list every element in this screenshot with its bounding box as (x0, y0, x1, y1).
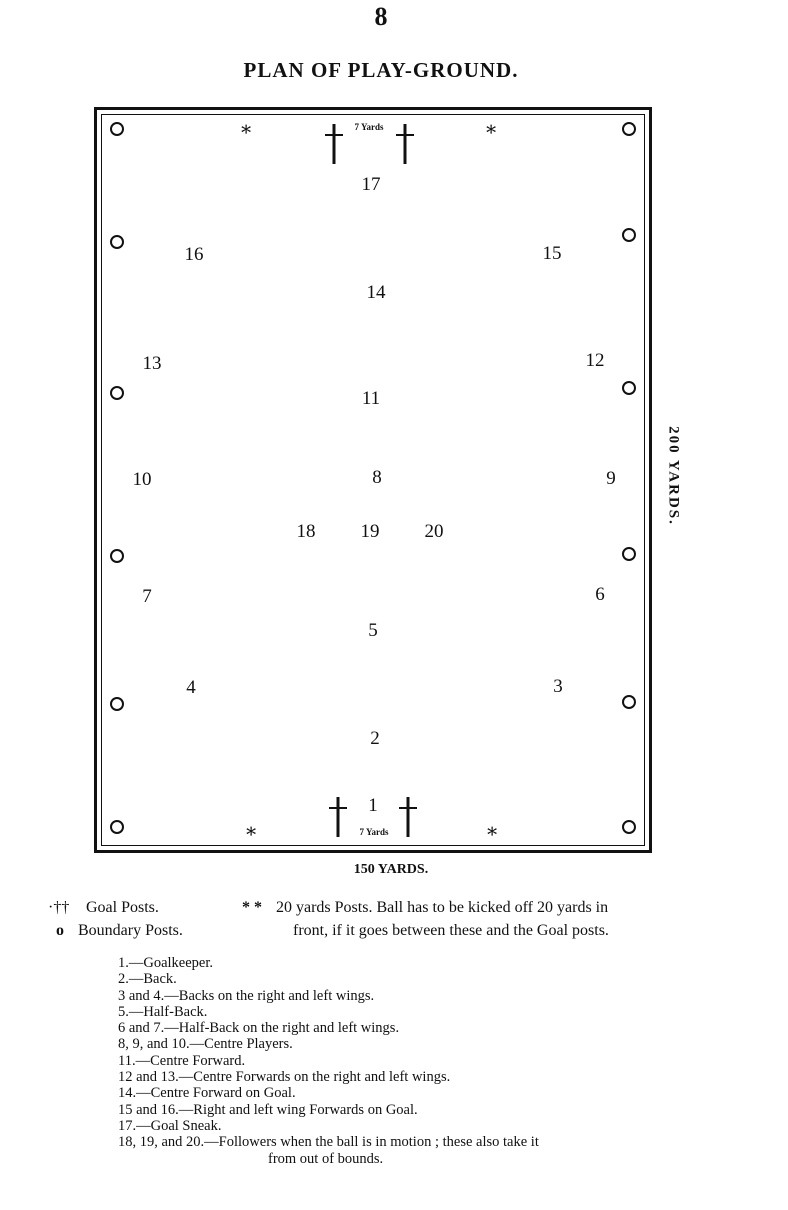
position-17: 17 (361, 174, 381, 195)
key-item: 18, 19, and 20.—Followers when the ball is in motion ; these also take it (118, 1134, 539, 1151)
legend-twenty-yard-text-2: front, if it goes between these and the Goal posts. (293, 922, 609, 939)
boundary-post-icon (110, 386, 124, 400)
width-label: 150 YARDS. (353, 862, 429, 877)
key-item: 3 and 4.—Backs on the right and left wings. (118, 987, 375, 1004)
goal-width-label-top: 7 Yards (354, 122, 384, 132)
key-item: 17.—Goal Sneak. (118, 1117, 222, 1134)
boundary-post-icon (622, 381, 636, 395)
goal-post-icon (327, 795, 349, 839)
legend-twenty-yard-text-1: 20 yards Posts. Ball has to be kicked off 20 yards in (276, 899, 609, 916)
position-18: 18 (296, 521, 316, 542)
key-item: 15 and 16.—Right and left wing Forwards on Goal. (118, 1101, 418, 1118)
key-item: 14.—Centre Forward on Goal. (118, 1085, 296, 1102)
key-item: 6 and 7.—Half-Back on the right and left wings. (118, 1020, 400, 1037)
position-5: 5 (368, 620, 378, 641)
twenty-yard-post-icon: ∗ (484, 118, 498, 141)
legend-goal-symbol: ·†† (48, 899, 70, 916)
position-19: 19 (360, 521, 380, 542)
boundary-post-icon (110, 697, 124, 711)
boundary-post-icon (110, 820, 124, 834)
position-9: 9 (606, 468, 616, 489)
boundary-post-icon (622, 228, 636, 242)
twenty-yard-post-icon: ∗ (244, 820, 258, 843)
twenty-yard-post-icon: ∗ (485, 820, 499, 843)
boundary-post-icon (110, 549, 124, 563)
goal-post-icon (397, 795, 419, 839)
goal-post-icon (323, 122, 345, 166)
key-item: 11.—Centre Forward. (118, 1052, 246, 1069)
boundary-post-icon (622, 820, 636, 834)
page-number: 8 (374, 2, 388, 31)
position-key (118, 955, 539, 1167)
goal-post-icon (394, 122, 416, 166)
key-item: 1.—Goalkeeper. (118, 955, 214, 971)
goal-width-label-bottom: 7 Yards (359, 827, 389, 837)
position-15: 15 (542, 243, 562, 264)
legend-twenty-yard-symbol: * * (242, 899, 262, 916)
position-4: 4 (186, 677, 196, 698)
boundary-post-icon (110, 235, 124, 249)
boundary-post-icon: o (56, 922, 64, 939)
position-13: 13 (142, 353, 162, 374)
position-2: 2 (370, 728, 380, 749)
key-item-continuation: from out of bounds. (268, 1150, 384, 1167)
boundary-post-icon (622, 122, 636, 136)
legend-boundary-label: Boundary Posts. (78, 922, 183, 939)
position-11: 11 (361, 388, 381, 409)
length-label: 200 YARDS. (665, 426, 682, 526)
position-20: 20 (424, 521, 444, 542)
key-item: 2.—Back. (118, 971, 177, 988)
boundary-post-icon (622, 547, 636, 561)
key-item: 12 and 13.—Centre Forwards on the right and left wings. (118, 1069, 451, 1086)
position-12: 12 (585, 350, 605, 371)
position-16: 16 (184, 244, 204, 265)
position-10: 10 (132, 469, 152, 490)
key-item: 8, 9, and 10.—Centre Players. (118, 1036, 293, 1053)
position-6: 6 (595, 584, 605, 605)
position-8: 8 (372, 467, 382, 488)
key-item: 5.—Half-Back. (118, 1003, 208, 1020)
page-title: PLAN OF PLAY-GROUND. (243, 58, 519, 82)
position-1: 1 (368, 795, 378, 816)
boundary-post-icon (622, 695, 636, 709)
twenty-yard-post-icon: ∗ (239, 118, 253, 141)
position-14: 14 (366, 282, 386, 303)
position-7: 7 (142, 586, 152, 607)
position-3: 3 (553, 676, 563, 697)
legend-goal-label: Goal Posts. (86, 899, 159, 916)
boundary-post-icon (110, 122, 124, 136)
